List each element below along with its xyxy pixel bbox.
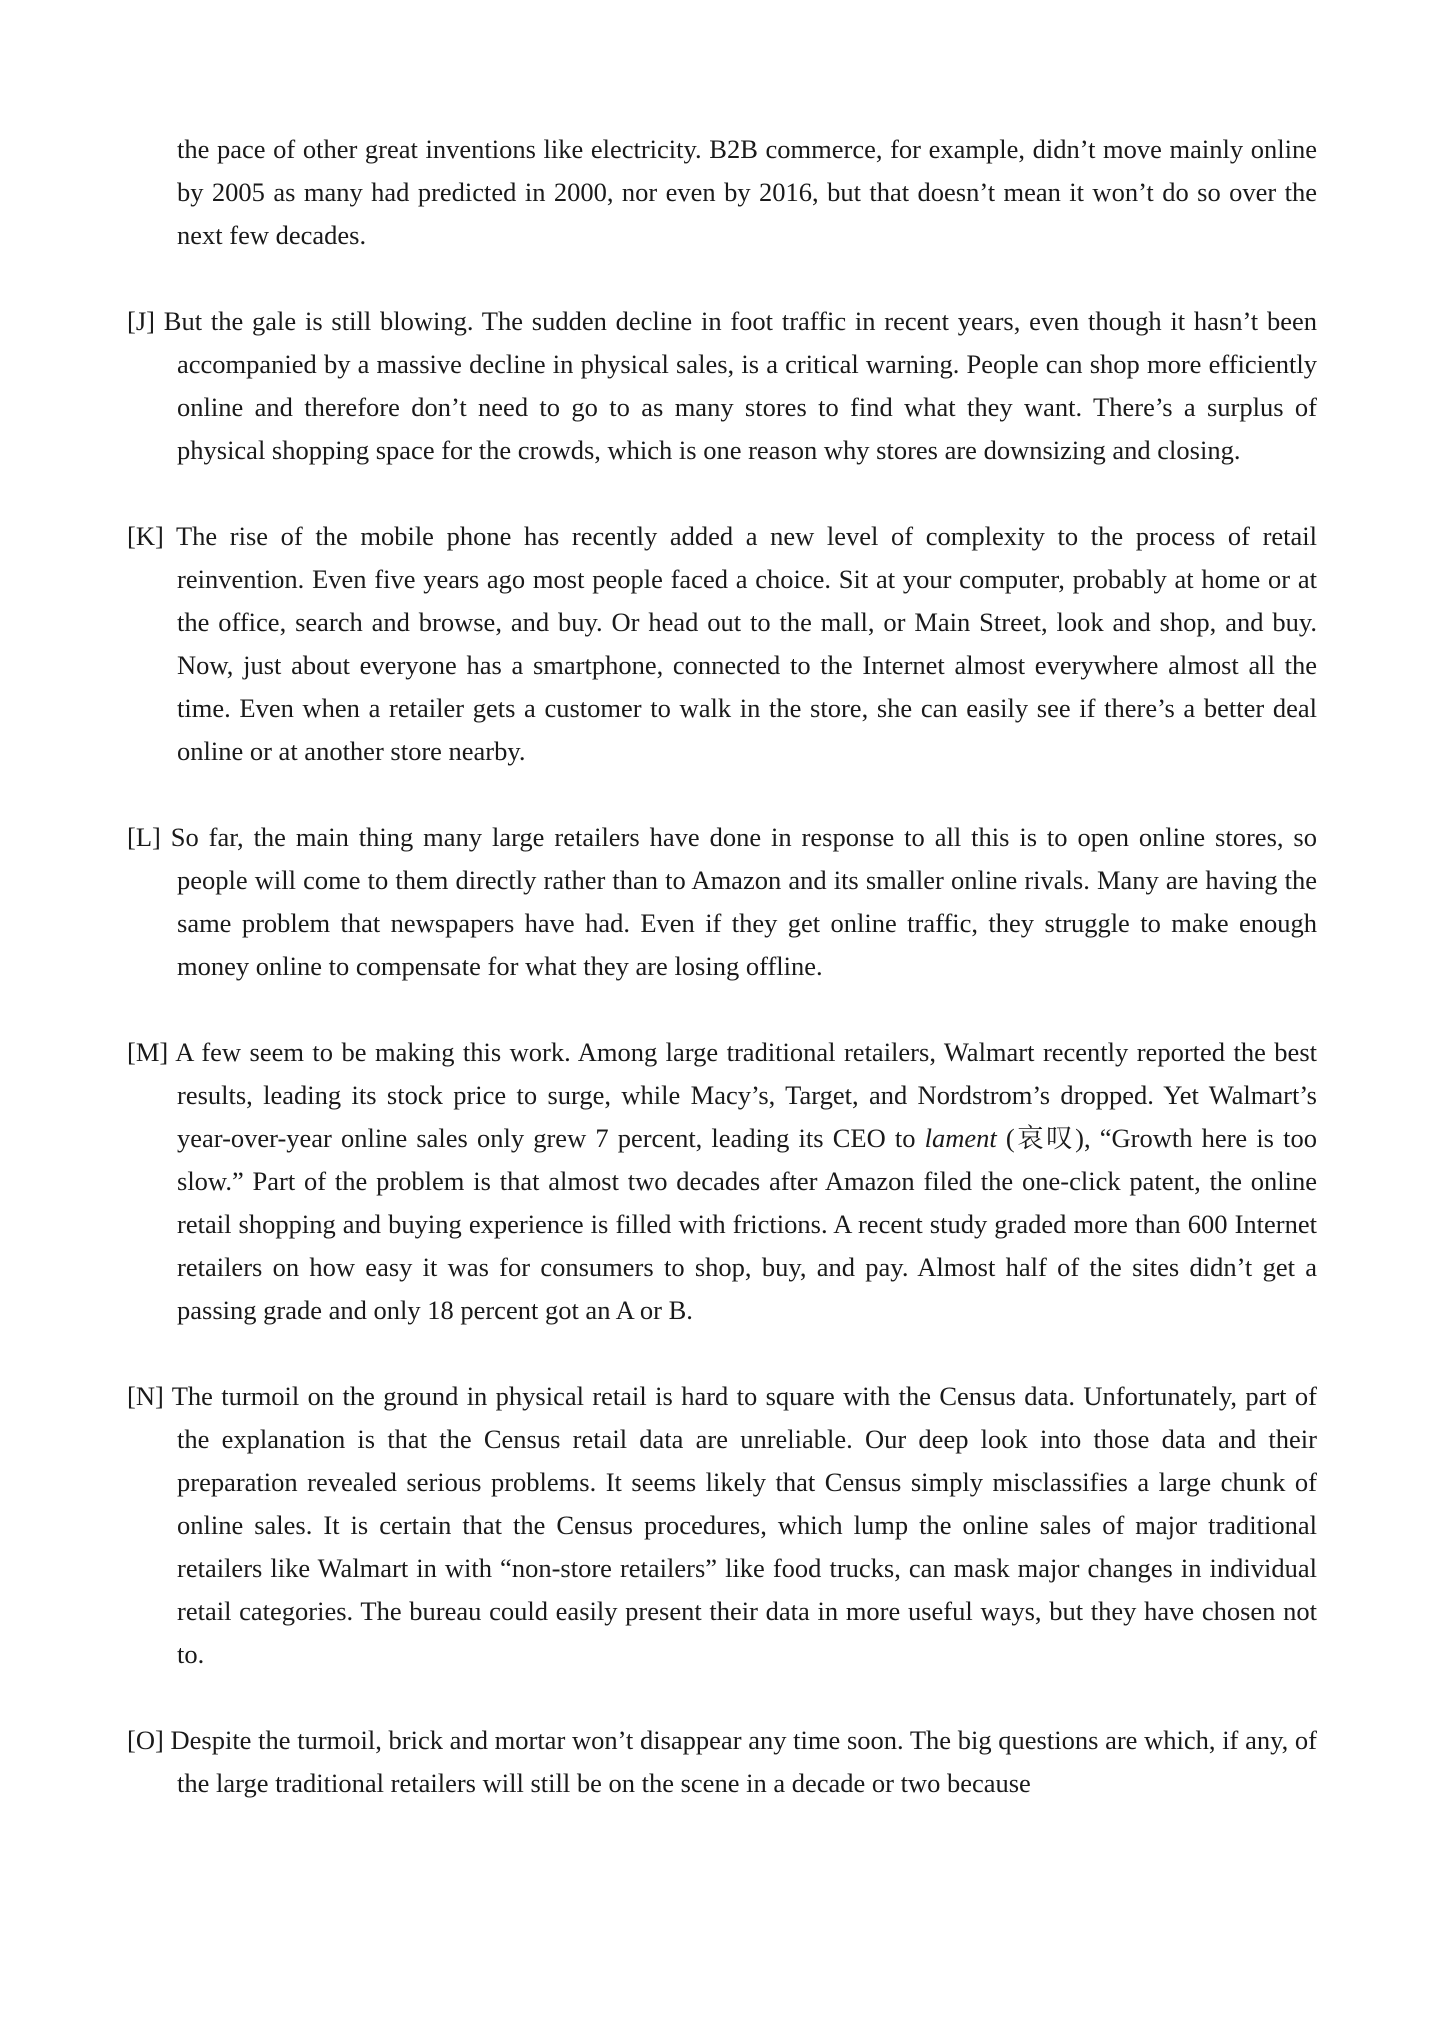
paragraph-m	[127, 1031, 1317, 1332]
paragraph-text-after: (哀叹), “Growth here is too slow.” Part of the problem is that almost two decades after Amazon filed the one-click patent, the online retail shopping and buying experience is filled with frictions. A recent study graded more than 600 Internet retailers on how easy it was for consumers to shop, buy, and pay. Almost half of the sites didn’t get a passing grade and only 18 percent got an A or B.	[177, 1123, 1317, 1325]
document-body	[127, 128, 1317, 1848]
paragraph-label: [K]	[127, 521, 164, 551]
paragraph-label: [O]	[127, 1725, 164, 1755]
paragraph-label: [J]	[127, 306, 155, 336]
paragraph-j	[127, 300, 1317, 472]
paragraph-o	[127, 1719, 1317, 1805]
paragraph-text: The rise of the mobile phone has recently added a new level of complexity to the process of retail reinvention. Even five years ago most people faced a choice. Sit at your computer, probably at home or at the office, search and browse, and buy. Or head out to the mall, or Main Street, look and shop, and buy. Now, just about everyone has a smartphone, connected to the Internet almost everywhere almost all the time. Even when a retailer gets a customer to walk in the store, she can easily see if there’s a better deal online or at another store nearby.	[175, 521, 1318, 766]
paragraph-l	[127, 816, 1317, 988]
paragraph-text: So far, the main thing many large retailers have done in response to all this is to open online stores, so people will come to them directly rather than to Amazon and its smaller online rivals. Many are having the same problem that newspapers have had. Even if they get online traffic, they struggle to make enough money online to compensate for what they are losing offline.	[170, 822, 1317, 981]
paragraph-label: [L]	[127, 822, 161, 852]
paragraph-n	[127, 1375, 1317, 1676]
paragraph-text: But the gale is still blowing. The sudden decline in foot traffic in recent years, even though it hasn’t been accompanied by a massive decline in physical sales, is a critical warning. People can shop more efficiently online and therefore don’t need to go to as many stores to find what they want. There’s a surplus of physical shopping space for the crowds, which is one reason why stores are downsizing and closing.	[163, 306, 1317, 465]
paragraph-k	[127, 515, 1317, 773]
paragraph-text: the pace of other great inventions like electricity. B2B commerce, for example, didn’t move mainly online by 2005 as many had predicted in 2000, nor even by 2016, but that doesn’t mean it won’t do so over the next few decades.	[177, 134, 1317, 250]
paragraph-label: [N]	[127, 1381, 164, 1411]
italic-term-lament: lament	[924, 1123, 997, 1153]
paragraph-text-before: A few seem to be making this work. Among large traditional retailers, Walmart recently reported the best results, leading its stock price to surge, while Macy’s, Target, and Nordstrom’s dropped. Yet Walmart’s year-over-year online sales only grew 7 percent, leading its CEO to	[175, 1037, 1317, 1153]
paragraph-text	[175, 1037, 1317, 1325]
paragraph-label: [M]	[127, 1037, 169, 1067]
paragraph-text: Despite the turmoil, brick and mortar won’t disappear any time soon. The big questions are which, if any, of the large traditional retailers will still be on the scene in a decade or two because	[170, 1725, 1318, 1798]
paragraph-continuation	[127, 128, 1317, 257]
paragraph-text: The turmoil on the ground in physical retail is hard to square with the Census data. Unfortunately, part of the explanation is that the Census retail data are unreliable. Our deep look into those data and their preparation revealed serious problems. It seems likely that Census simply misclassifies a large chunk of online sales. It is certain that the Census procedures, which lump the online sales of major traditional retailers like Walmart in with “non-store retailers” like food trucks, can mask major changes in individual retail categories. The bureau could easily present their data in more useful ways, but they have chosen not to.	[171, 1381, 1317, 1669]
